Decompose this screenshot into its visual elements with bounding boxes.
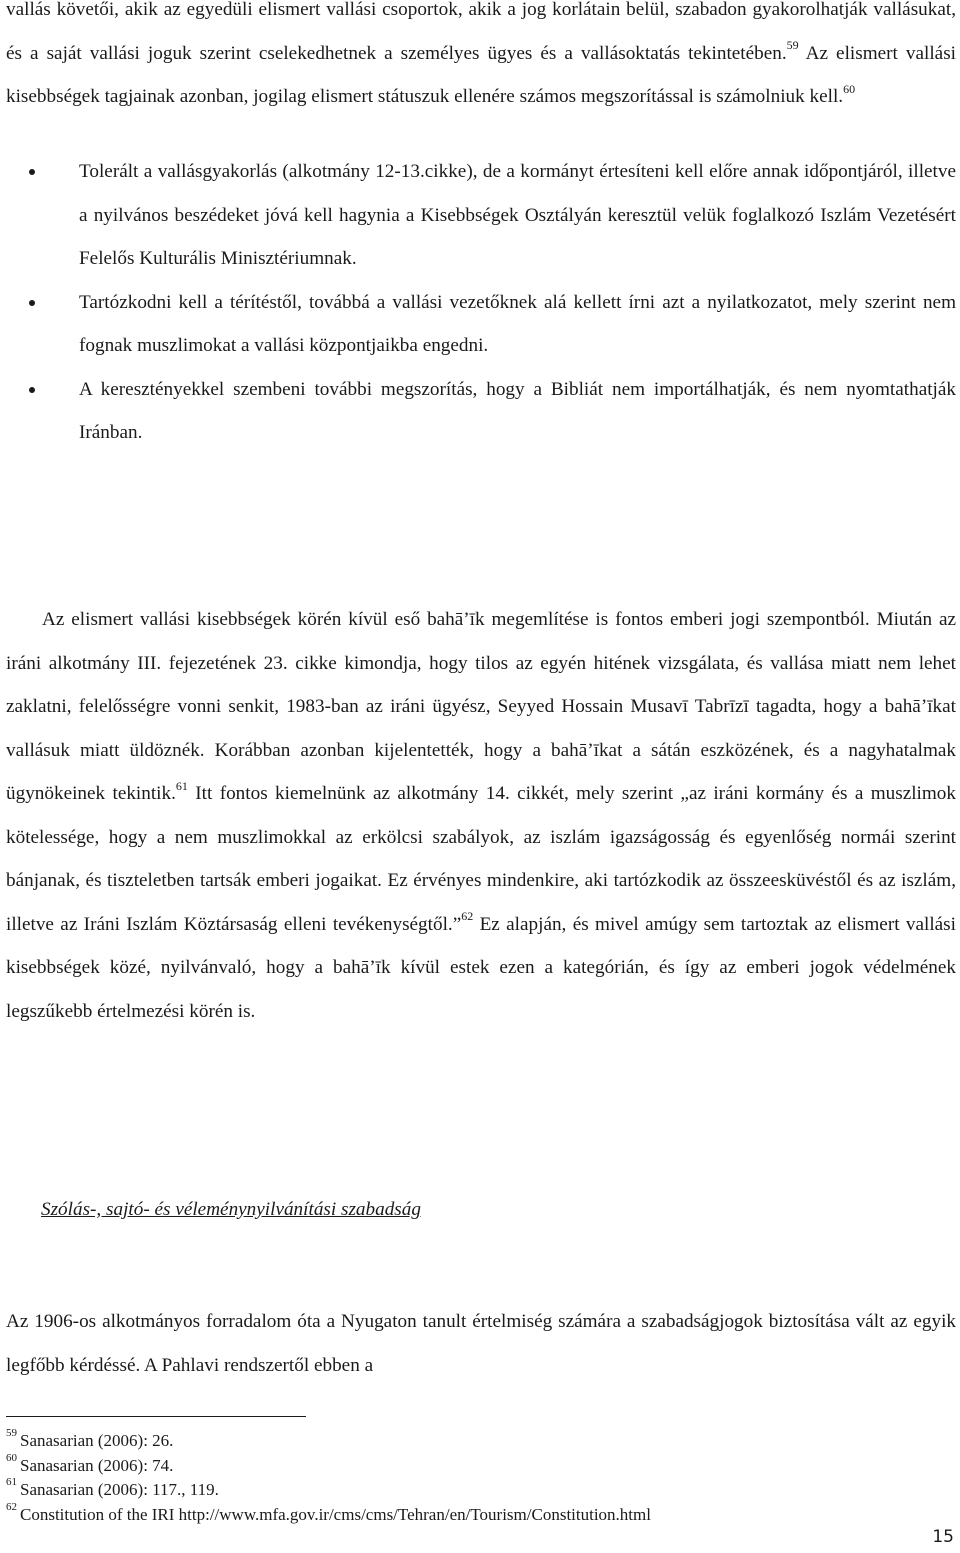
list-item: [0, 150, 956, 281]
list-item: [0, 368, 956, 455]
section-heading: Szólás-, sajtó- és véleménynyilvánítási szabadság: [41, 1199, 421, 1220]
bullet-icon: [29, 169, 35, 175]
body-text: Az elismert vallási kisebbségek körén kívül eső bahā’īk megemlítése is fontos emberi jogi szempontból. Miután az iráni alkotmány III. fejezetének 23. cikke kimondja, hogy tilos az egyén hitének vizsgálata, és vallása miatt nem lehet zaklatni, felelősségre vonni senkit, 1983-ban az iráni ügyész, Seyyed Hossain Musavī Tabrīzī tagadta, hogy a bahā’īkat vallásuk miatt üldöznék. Korábban azonban kijelentették, hogy a bahā’īkat a sátán eszközének, és a nagyhatalmak ügynökeinek tekintik.: [6, 609, 956, 804]
footnote-text: Sanasarian (2006): 117., 119.: [20, 1480, 219, 1499]
footnote-ref-61[interactable]: 61: [175, 778, 188, 793]
body-text-end: Ez alapján, és mivel amúgy sem tartoztak az elismert vallási kisebbségek közé, nyilvánvaló, hogy a bahā’īk kívül estek ezen a kategórián, és így az emberi jogok védelmének legszűkebb értelmezési körén is.: [6, 913, 956, 1022]
list-item-text: Tolerált a vallásgyakorlás (alkotmány 12-13.cikke), de a kormányt értesíteni kell előre annak időpontjáról, illetve a nyilvános beszédeket jóvá kell hagynia a Kisebbségek Osztályán keresztül velük foglalkozó Iszlám Vezetésért Felelős Kulturális Minisztériumnak.: [79, 161, 956, 269]
bullet-icon: [29, 300, 35, 306]
list-item-text: A keresztényekkel szembeni további megszorítás, hogy a Bibliát nem importálhatják, és nem nyomtathatják Iránban.: [79, 378, 956, 443]
footnotes: [6, 1429, 651, 1527]
footnote-number: 61: [6, 1476, 17, 1489]
bullet-icon: [29, 387, 35, 393]
footnote-separator: [6, 1416, 306, 1417]
footnote: [6, 1451, 651, 1479]
footnote: [6, 1500, 651, 1528]
restrictions-list: [0, 150, 956, 455]
list-item: [0, 281, 956, 368]
footnote-ref-60[interactable]: 60: [843, 81, 856, 96]
footnote-number: 62: [6, 1500, 17, 1513]
footnote-ref-62[interactable]: 62: [461, 909, 474, 924]
intro-text: vallás követői, akik az egyedüli elismert vallási csoportok, akik a jog korlátain belül, szabadon gyakorolhatják vallásukat, és a saját vallási joguk szerint cselekedhetnek a személyes ügyes és a vallásoktatás tekintetében.: [6, 0, 956, 64]
intro-paragraph: [6, 0, 956, 119]
closing-paragraph: Az 1906-os alkotmányos forradalom óta a Nyugaton tanult értelmiség számára a szabadságjogok biztosítása vált az egyik legfőbb kérdéssé. A Pahlavi rendszertől ebben a: [6, 1311, 956, 1376]
body-paragraph: [6, 598, 956, 1033]
footnote-number: 59: [6, 1427, 17, 1440]
footnote-text: Sanasarian (2006): 74.: [20, 1455, 174, 1475]
body-text-continued: Itt fontos kiemelnünk az alkotmány 14. cikkét, mely szerint „az iráni kormány és a muszlimok kötelessége, hogy a nem muszlimokkal az erkölcsi szabályok, az iszlám igazságosság és egyenlőség normái szerint bánjanak, és tiszteletben tartsák emberi jogaikat. Ez érvényes mindenkire, aki tartózkodik az összeesküvéstől és az iszlám, illetve az Iráni Iszlám Köztársaság elleni tevékenységtől.”: [6, 783, 956, 935]
footnote-text: Sanasarian (2006): 26.: [20, 1431, 174, 1450]
intro-text-continued: Az elismert vallási kisebbségek tagjainak azonban, jogilag elismert státuszuk ellenére számos megszorítással is számolniuk kell.: [6, 42, 956, 107]
footnote-ref-59[interactable]: 59: [786, 38, 799, 53]
footnote: [6, 1478, 651, 1503]
footnote: [6, 1429, 651, 1454]
footnote-number: 60: [6, 1451, 17, 1464]
list-item-text: Tartózkodni kell a térítéstől, továbbá a vallási vezetőknek alá kellett írni azt a nyilatkozatot, mely szerint nem fognak muszlimokat a vallási központjaikba engedni.: [79, 291, 956, 356]
page-number: 15: [932, 1527, 954, 1547]
footnote-text-link[interactable]: Constitution of the IRI http://www.mfa.gov.ir/cms/cms/Tehran/en/Tourism/Constitution.html: [20, 1504, 651, 1524]
